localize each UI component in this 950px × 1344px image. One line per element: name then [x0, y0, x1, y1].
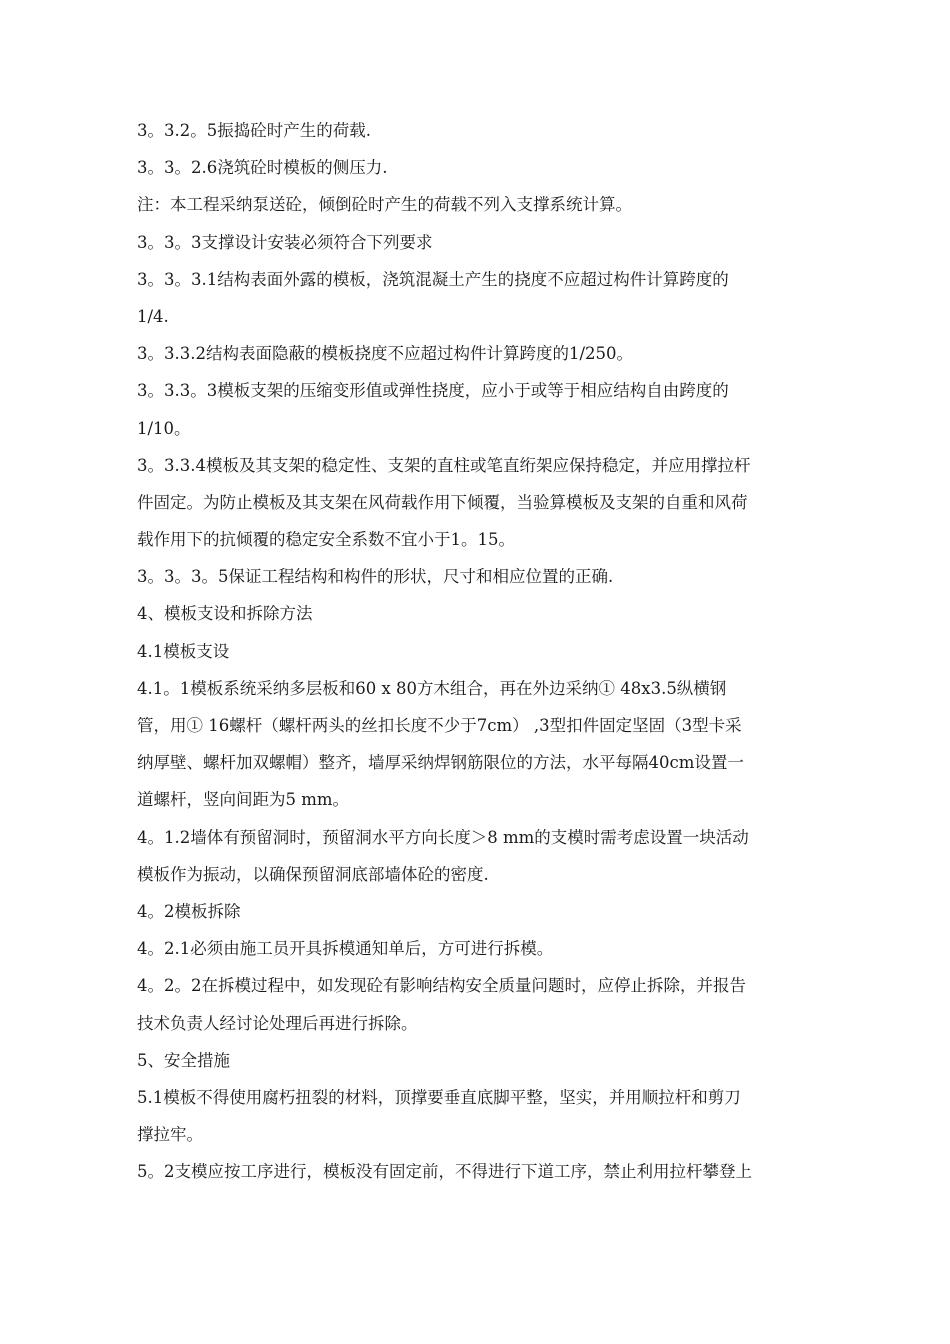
- text-line: 1/10。: [137, 418, 191, 438]
- text-line: 3。3。3。5保证工程结构和构件的形状，尺寸和相应位置的正确.: [137, 567, 614, 587]
- section-heading: 4。2模板拆除: [137, 901, 241, 921]
- text-line: 注：本工程采纳泵送砼，倾倒砼时产生的荷载不列入支撑系统计算。: [137, 195, 632, 215]
- text-line: 3。3。3.1结构表面外露的模板，浇筑混凝土产生的挠度不应超过构件计算跨度的: [137, 269, 729, 289]
- text-line: 道螺杆，竖向间距为5 mm。: [137, 790, 350, 810]
- text-line: 载作用下的抗倾覆的稳定安全系数不宜小于1。15。: [137, 530, 515, 550]
- text-line: 撑拉牢。: [137, 1125, 203, 1145]
- text-line: 3。3.2。5振捣砼时产生的荷载.: [137, 121, 371, 140]
- section-heading: 5、安全措施: [137, 1050, 230, 1070]
- text-line: 3。3.3。3模板支架的压缩变形值或弹性挠度，应小于或等于相应结构自由跨度的: [137, 381, 729, 401]
- text-line: 3。3.3.2结构表面隐蔽的模板挠度不应超过构件计算跨度的1/250。: [137, 344, 634, 364]
- text-line: 4。1.2墙体有预留洞时，预留洞水平方向长度＞8 mm的支模时需考虑设置一块活动: [137, 827, 749, 847]
- text-line: 3。3。2.6浇筑砼时模板的侧压力.: [137, 158, 388, 178]
- section-heading: 4.1模板支设: [137, 641, 230, 661]
- text-line: 5.1模板不得使用腐朽扭裂的材料，顶撑要垂直底脚平整，坚实，并用顺拉杆和剪刀: [137, 1087, 741, 1107]
- text-line: 件固定。为防止模板及其支架在风荷载作用下倾覆，当验算模板及支架的自重和风荷: [137, 492, 748, 512]
- section-heading: 3。3。3支撑设计安装必须符合下列要求: [137, 232, 433, 252]
- text-line: 技术负责人经讨论处理后再进行拆除。: [137, 1013, 418, 1033]
- text-line: 模板作为振动，以确保预留洞底部墙体砼的密度.: [137, 864, 489, 884]
- text-line: 1/4.: [137, 306, 169, 326]
- text-line: 管，用① 16螺杆（螺杆两头的丝扣长度不少于7cm） ,3型扣件固定坚固（3型卡采: [137, 716, 742, 735]
- text-line: 4.1。1模板系统采纳多层板和60 x 80方木组合，再在外边采纳① 48x3.5纵横钢: [137, 678, 727, 698]
- text-line: 4。2。2在拆模过程中，如发现砼有影响结构安全质量问题时，应停止拆除，并报告: [137, 976, 746, 996]
- document-body: [137, 112, 827, 1190]
- section-heading: 4、模板支设和拆除方法: [137, 604, 313, 624]
- text-line: 纳厚壁、螺杆加双螺帽）整齐，墙厚采纳焊钢筋限位的方法，水平每隔40cm设置一: [137, 753, 744, 773]
- text-line: 4。2.1必须由施工员开具拆模通知单后，方可进行拆模。: [137, 939, 554, 959]
- text-line: 3。3.3.4模板及其支架的稳定性、支架的直柱或笔直绗架应保持稳定，并应用撑拉杆: [137, 455, 751, 475]
- text-line: 5。2支模应按工序进行，模板没有固定前，不得进行下道工序，禁止利用拉杆攀登上: [137, 1162, 752, 1182]
